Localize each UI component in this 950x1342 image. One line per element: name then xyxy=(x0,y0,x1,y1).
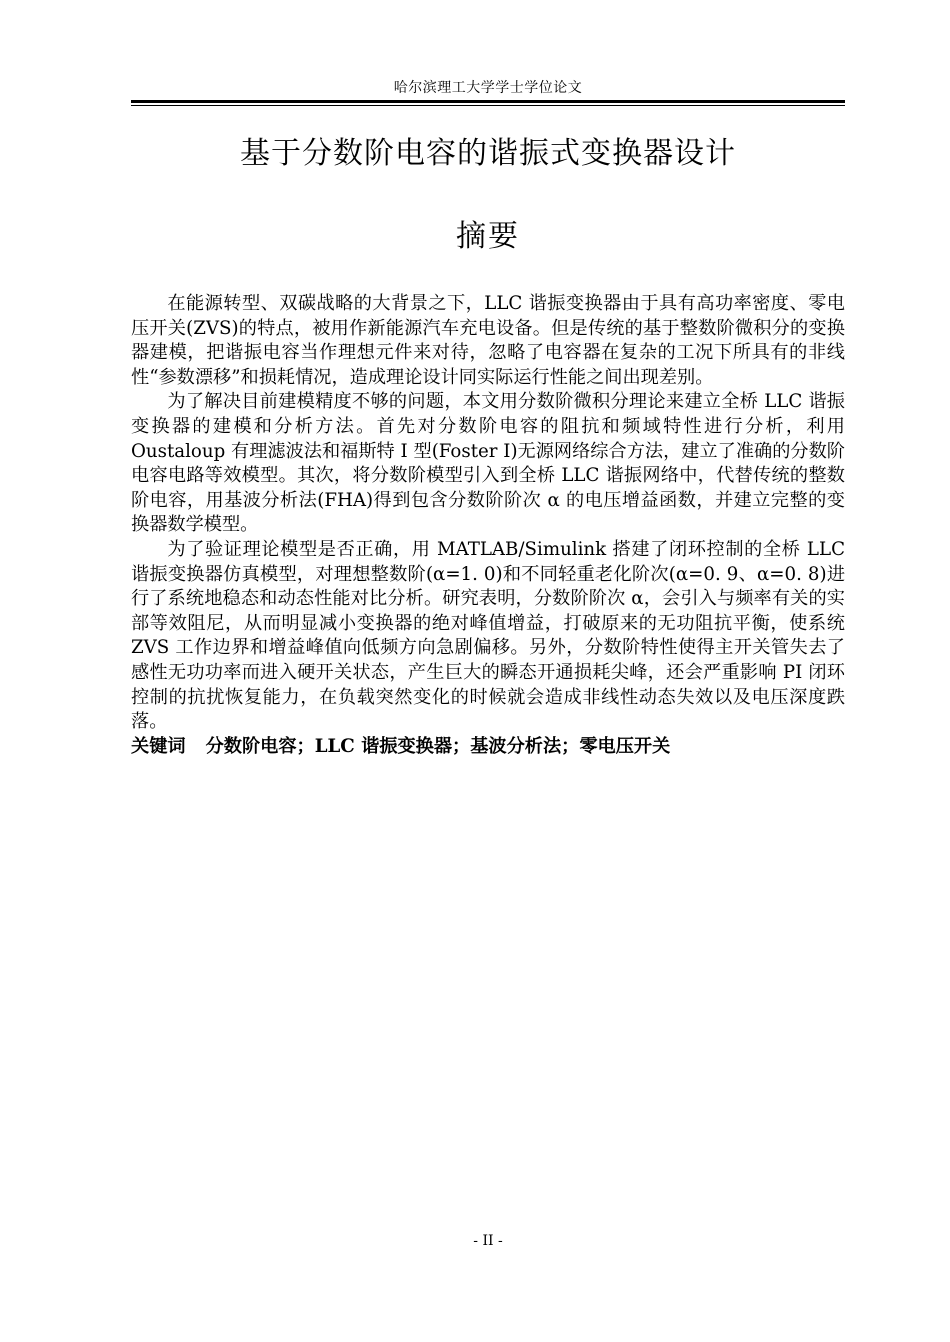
keywords-label: 关键词 xyxy=(131,735,186,757)
abstract-heading: 摘要 xyxy=(456,219,520,254)
running-header: 哈尔滨理工大学学士学位论文 xyxy=(393,80,583,96)
abstract-body xyxy=(131,292,845,759)
abstract-paragraph-2: 为了解决目前建模精度不够的问题，本文用分数阶微积分理论来建立全桥 LLC 谐振变换器的建模和分析方法。首先对分数阶电容的阻抗和频域特性进行分析，利用 Oustaloup 有理滤波法和福斯特 I 型(Foster I)无源网络综合方法，建立了准确的分数阶电容电路等效模型。其次，将分数阶模型引入到全桥 LLC 谐振网络中，代替传统的整数阶电容，用基波分析法(FHA)得到包含分数阶阶次 α 的电压增益函数，并建立完整的变换器数学模型。 xyxy=(131,391,845,536)
keywords-list: 分数阶电容；LLC 谐振变换器；基波分析法；零电压开关 xyxy=(205,735,671,757)
header-rule-thin xyxy=(131,105,845,106)
abstract-paragraph-3: 为了验证理论模型是否正确，用 MATLAB/Simulink 搭建了闭环控制的全桥 LLC 谐振变换器仿真模型，对理想整数阶(α=1. 0)和不同轻重老化阶次(α=0. 9、α=0. 8)进行了系统地稳态和动态性能对比分析。研究表明，分数阶阶次 α，会引入与频率有关的实部等效阻尼，从而明显减小变换器的绝对峰值增益，打破原来的无功阻抗平衡，使系统 ZVS 工作边界和增益峰值向低频方向急剧偏移。另外，分数阶特性使得主开关管失去了感性无功功率而进入硬开关状态，产生巨大的瞬态开通损耗尖峰，还会严重影响 PI 闭环控制的抗扰恢复能力，在负载突然变化的时候就会造成非线性动态失效以及电压深度跌落。 xyxy=(131,538,845,733)
abstract-paragraph-1: 在能源转型、双碳战略的大背景之下，LLC 谐振变换器由于具有高功率密度、零电压开关(ZVS)的特点，被用作新能源汽车充电设备。但是传统的基于整数阶微积分的变换器建模，把谐振电容当作理想元件来对待，忽略了电容器在复杂的工况下所具有的非线性“参数漂移”和损耗情况，造成理论设计同实际运行性能之间出现差别。 xyxy=(131,293,845,388)
header-rule-thick xyxy=(131,100,845,103)
paper-title: 基于分数阶电容的谐振式变换器设计 xyxy=(240,136,736,171)
keywords-line xyxy=(131,735,845,760)
page-number: - II - xyxy=(473,1233,503,1249)
